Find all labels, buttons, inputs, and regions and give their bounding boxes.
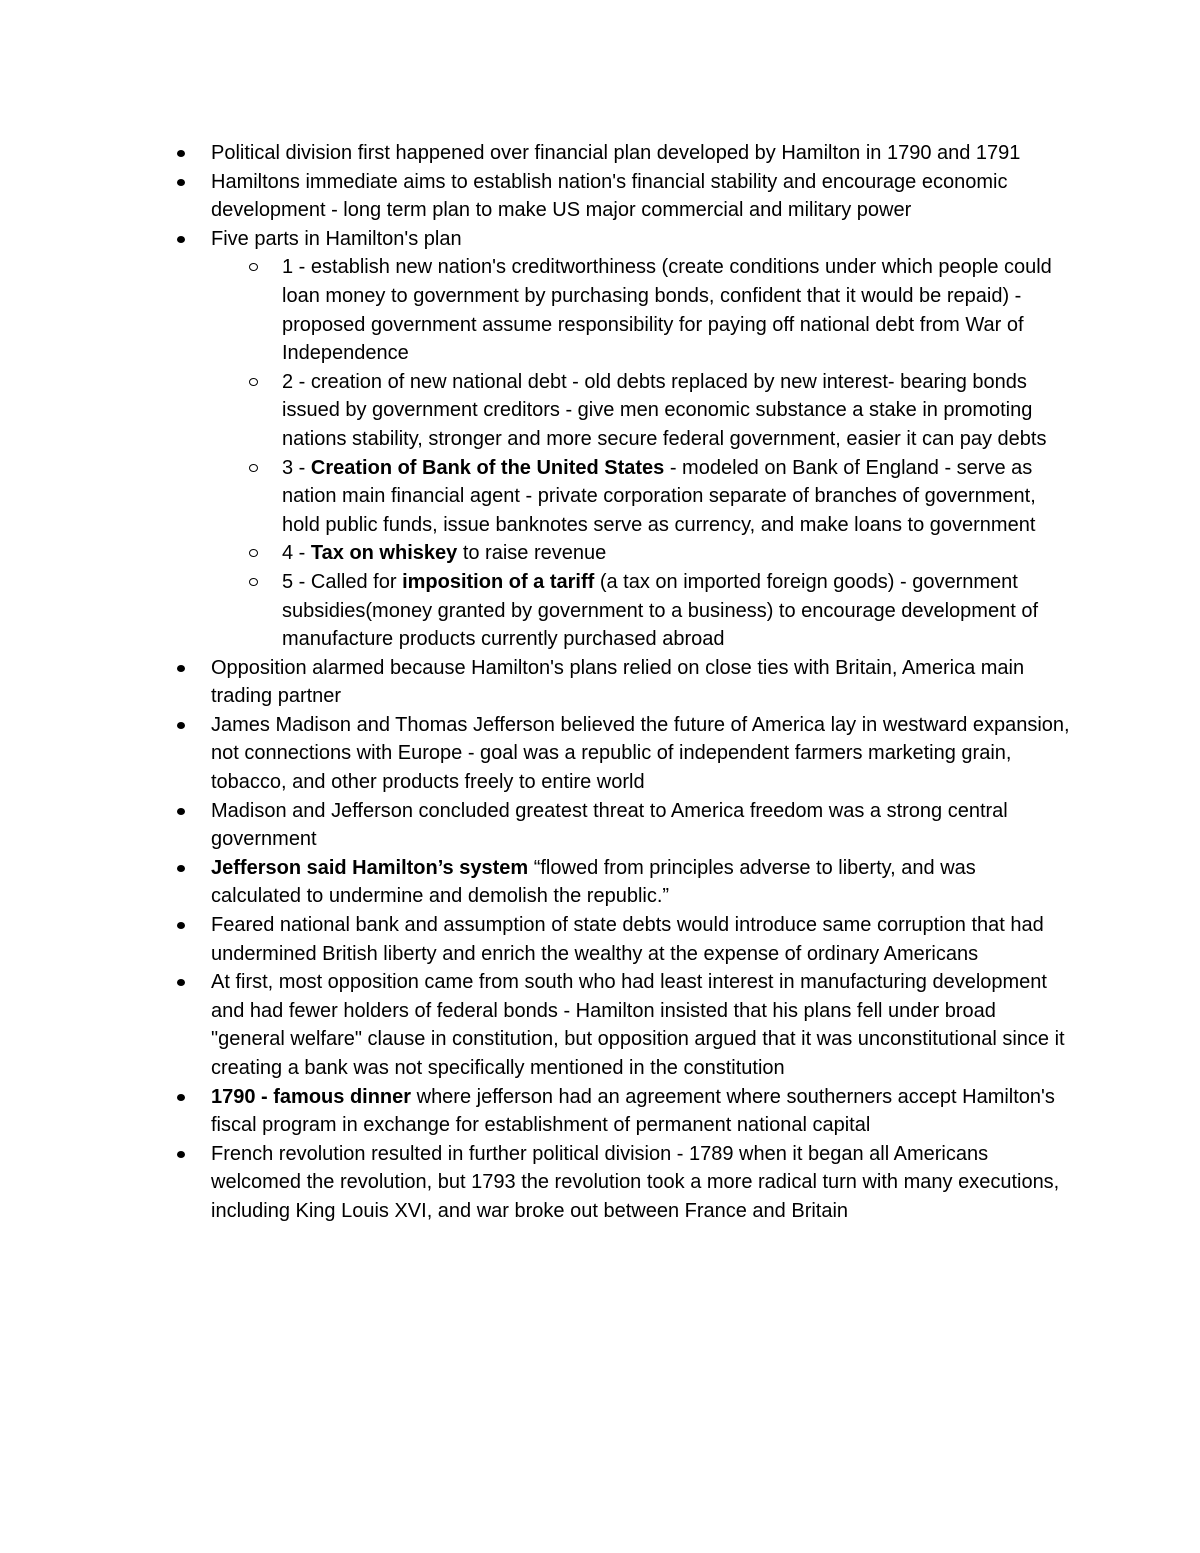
bullet-icon [177, 236, 185, 243]
list-item [211, 968, 1071, 1082]
sub-list-item [282, 368, 1071, 454]
sub-list-item [282, 454, 1071, 540]
sub-list-item [282, 539, 1071, 568]
sub-list [282, 253, 1071, 653]
bullet-icon [177, 179, 185, 186]
list-item [211, 1140, 1071, 1226]
list-item [211, 654, 1071, 711]
list-item [211, 225, 1071, 654]
hollow-bullet-icon [249, 378, 258, 386]
sub-item-suffix: to raise revenue [457, 542, 607, 565]
list-item [211, 797, 1071, 854]
sub-item-suffix: (a tax on imported foreign goods) - government subsidies(money granted by government to a business) to encourage development of manufacture products currently purchased abroad [282, 570, 1039, 651]
hollow-bullet-icon [249, 578, 258, 586]
item-text: French revolution resulted in further political division - 1789 when it began all Americans welcomed the revolution, but 1793 the revolution took a more radical turn with many executions, including King Louis XVI, and war broke out between France and Britain [211, 1142, 1060, 1222]
sub-item-prefix: 3 - [282, 456, 311, 479]
sub-item-bold: Tax on whiskey [310, 542, 458, 565]
list-item [211, 854, 1071, 911]
list-item [211, 168, 1071, 225]
bullet-icon [177, 1094, 185, 1101]
sub-item-prefix: 5 - Called for [282, 570, 403, 593]
item-text: Five parts in Hamilton's plan [211, 227, 462, 250]
sub-list-item [282, 568, 1071, 654]
item-suffix: “flowed from principles adverse to liberty, and was calculated to undermine and demolish the republic.” [211, 856, 976, 908]
list-item [211, 911, 1071, 968]
item-text: Political division first happened over financial plan developed by Hamilton in 1790 and 1791 [211, 142, 1021, 164]
bullet-icon [177, 1151, 185, 1158]
item-text: James Madison and Thomas Jefferson believed the future of America lay in westward expansion, not connections with Europe - goal was a republic of independent farmers marketing grain, tobacco, and other products freely to entire world [211, 713, 1070, 794]
sub-item-bold: Creation of Bank of the United States [310, 456, 665, 479]
sub-item-suffix: - modeled on Bank of England - serve as nation main financial agent - private corporation separate of branches of government, hold public funds, issue banknotes serve as currency, and make loans to government [282, 456, 1036, 536]
item-bold: 1790 - famous dinner [211, 1085, 412, 1108]
item-text: Feared national bank and assumption of state debts would introduce same corruption that had undermined British liberty and enrich the wealthy at the expense of ordinary Americans [211, 914, 1044, 965]
item-text: At first, most opposition came from south who had least interest in manufacturing development and had fewer holders of federal bonds - Hamilton insisted that his plans fell under broad "general welfare" clause in constitution, but opposition argued that it was unconstitutional since it creating a bank was not specifically mentioned in the constitution [211, 971, 1065, 1079]
notes-list [211, 139, 1071, 1226]
sub-item-text: 2 - creation of new national debt - old debts replaced by new interest- bearing bonds issued by government creditors - give men economic substance a stake in promoting nations stability, stronger and more secure federal government, easier it can pay debts [282, 370, 1047, 450]
bullet-icon [177, 150, 185, 157]
item-text: Madison and Jefferson concluded greatest threat to America freedom was a strong central government [211, 799, 1008, 851]
list-item [211, 139, 1071, 168]
item-suffix: where jefferson had an agreement where southerners accept Hamilton's fiscal program in exchange for establishment of permanent national capital [211, 1085, 1055, 1137]
bullet-icon [177, 808, 185, 815]
sub-item-prefix: 4 - [282, 542, 311, 565]
list-item [211, 711, 1071, 797]
list-item [211, 1083, 1071, 1140]
sub-list-item [282, 253, 1071, 367]
hollow-bullet-icon [249, 464, 258, 472]
item-bold: Jefferson said Hamilton’s system [211, 856, 529, 879]
sub-item-bold: imposition of a tariff [402, 570, 595, 593]
item-text: Hamiltons immediate aims to establish nation's financial stability and encourage economic development - long term plan to make US major commercial and military power [211, 170, 1008, 222]
bullet-icon [177, 865, 185, 872]
bullet-icon [177, 922, 185, 929]
hollow-bullet-icon [249, 263, 258, 271]
sub-item-text: 1 - establish new nation's creditworthiness (create conditions under which people could loan money to government by purchasing bonds, confident that it would be repaid) - proposed government assume responsibility for paying off national debt from War of Independence [282, 256, 1052, 365]
hollow-bullet-icon [249, 549, 258, 557]
bullet-icon [177, 722, 185, 729]
bullet-icon [177, 665, 185, 672]
item-text: Opposition alarmed because Hamilton's plans relied on close ties with Britain, America main trading partner [211, 656, 1025, 708]
bullet-icon [177, 979, 185, 986]
